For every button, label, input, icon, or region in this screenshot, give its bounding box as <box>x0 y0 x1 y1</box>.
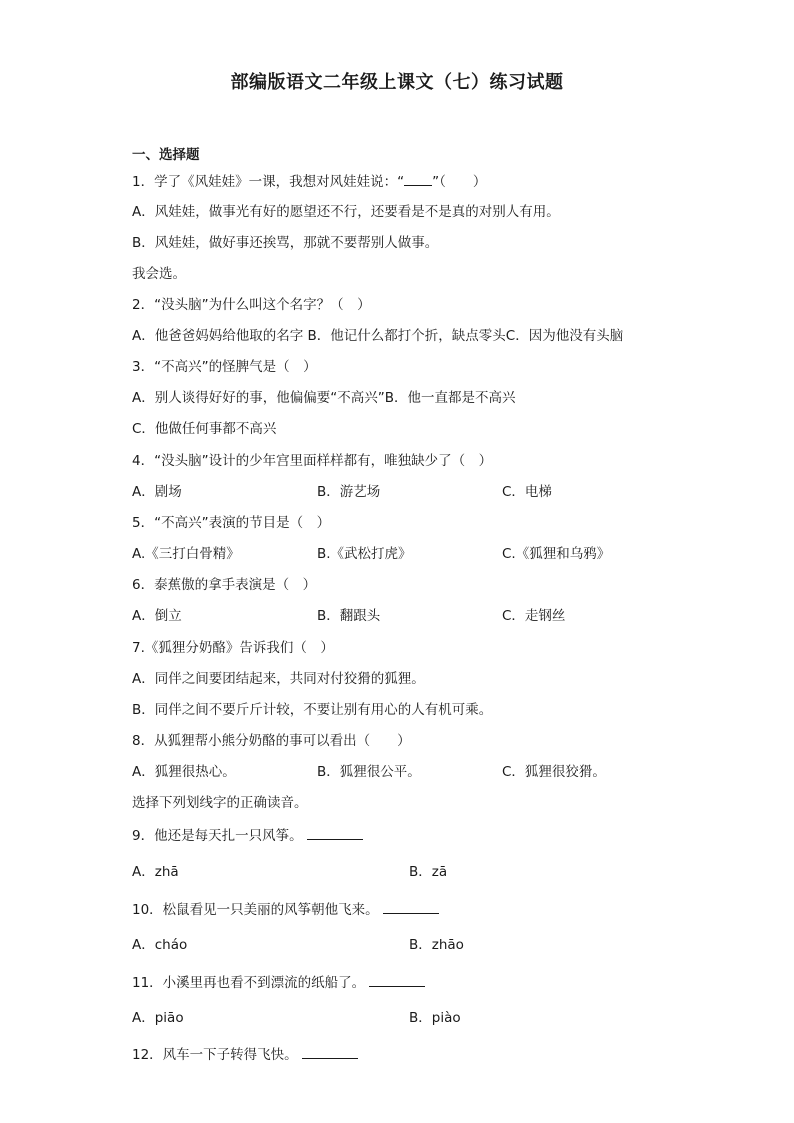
question-7-option-b: B．同伴之间不要斤斤计较，不要让别有用心的人有机可乘。 <box>132 702 493 718</box>
section-heading: 一、选择题 <box>132 147 200 163</box>
option-c: C．走钢丝 <box>502 608 566 624</box>
question-8-options <box>132 762 606 782</box>
option-c: C.《狐狸和乌鸦》 <box>502 546 611 562</box>
instruction: 选择下列划线字的正确读音。 <box>132 795 308 811</box>
question-2-stem: 2．“没头脑”为什么叫这个名字？（ ） <box>132 297 371 313</box>
answer-blank[interactable] <box>383 899 439 914</box>
option-a: A．zhā <box>132 864 179 880</box>
option-b: B．zā <box>409 864 448 880</box>
answer-blank[interactable] <box>369 972 425 987</box>
question-4-stem: 4．“没头脑”设计的少年宫里面样样都有，唯独缺少了（ ） <box>132 453 493 469</box>
question-9-text: 9．他还是每天扎一只风筝。 <box>132 828 303 844</box>
option-b: B．游艺场 <box>317 484 381 500</box>
option-b: B．狐狸很公平。 <box>317 764 421 780</box>
question-5-options <box>132 544 610 564</box>
option-a: A．cháo <box>132 937 188 953</box>
answer-blank[interactable] <box>307 825 363 840</box>
option-b: B.《武松打虎》 <box>317 546 412 562</box>
question-2-options: A．他爸爸妈妈给他取的名字 B．他记什么都打个折，缺点零头C．因为他没有头脑 <box>132 328 624 344</box>
question-9-options <box>132 862 447 882</box>
question-12-stem <box>132 1044 358 1065</box>
option-a: A.《三打白骨精》 <box>132 546 240 562</box>
question-3-stem: 3．“不高兴”的怪脾气是（ ） <box>132 359 317 375</box>
option-c: C．狐狸很狡猾。 <box>502 764 606 780</box>
question-4-options <box>132 482 552 502</box>
option-b: B．piào <box>409 1010 461 1026</box>
question-10-text: 10．松鼠看见一只美丽的风筝朝他飞来。 <box>132 902 379 918</box>
question-6-options <box>132 606 565 626</box>
question-1-stem-b: ”（ ） <box>432 174 487 190</box>
question-1-note: 我会选。 <box>132 266 186 282</box>
option-a: A．狐狸很热心。 <box>132 764 236 780</box>
question-5-stem: 5．“不高兴”表演的节目是（ ） <box>132 515 331 531</box>
option-a: A．剧场 <box>132 484 182 500</box>
question-3-options-ab: A．别人谈得好好的事，他偏偏要“不高兴”B．他一直都是不高兴 <box>132 390 516 406</box>
question-7-option-a: A．同伴之间要团结起来，共同对付狡猾的狐狸。 <box>132 671 425 687</box>
question-1-stem-a: 1．学了《风娃娃》一课，我想对风娃娃说：“ <box>132 174 405 190</box>
question-3-option-c: C．他做任何事都不高兴 <box>132 421 277 437</box>
question-11-stem <box>132 972 425 993</box>
question-12-text: 12．风车一下子转得飞快。 <box>132 1047 298 1063</box>
question-8-stem: 8．从狐狸帮小熊分奶酪的事可以看出（ ） <box>132 733 411 749</box>
answer-blank[interactable] <box>302 1044 358 1059</box>
option-c: C．电梯 <box>502 484 552 500</box>
question-10-stem <box>132 899 439 920</box>
option-a: A．piāo <box>132 1010 184 1026</box>
question-11-options <box>132 1008 461 1028</box>
question-1-option-a: A．风娃娃，做事光有好的愿望还不行，还要看是不是真的对别人有用。 <box>132 204 560 220</box>
option-b: B．翻跟头 <box>317 608 381 624</box>
question-1 <box>132 171 486 192</box>
option-b: B．zhāo <box>409 937 464 953</box>
question-1-option-b: B．风娃娃，做好事还挨骂，那就不要帮别人做事。 <box>132 235 439 251</box>
question-10-options <box>132 935 464 955</box>
question-11-text: 11．小溪里再也看不到漂流的纸船了。 <box>132 975 366 991</box>
question-7-stem: 7.《狐狸分奶酪》告诉我们（ ） <box>132 640 334 656</box>
option-a: A．倒立 <box>132 608 182 624</box>
page-title: 部编版语文二年级上课文（七）练习试题 <box>230 72 564 93</box>
answer-blank[interactable] <box>404 171 432 186</box>
question-9-stem <box>132 825 363 846</box>
question-6-stem: 6．泰蕉傲的拿手表演是（ ） <box>132 577 317 593</box>
